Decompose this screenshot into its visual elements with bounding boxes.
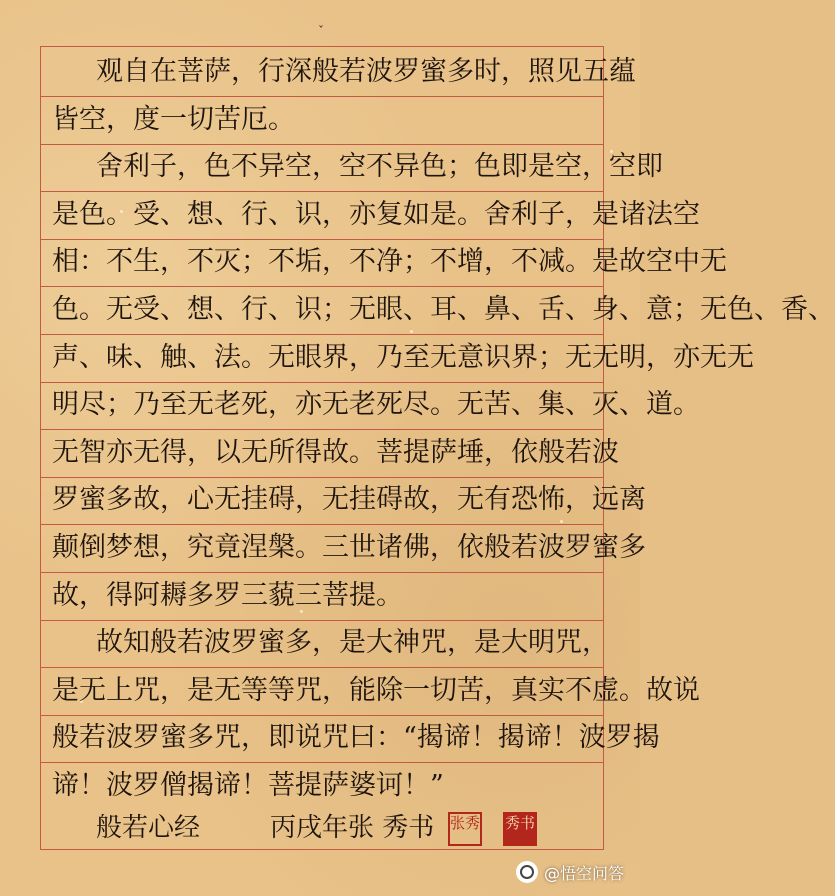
grid-line: [40, 382, 604, 383]
text-line-14: 是无上咒，是无等等咒，能除一切苦，真实不虚。故说: [52, 674, 700, 706]
grid-line: [40, 191, 604, 192]
text-line-5: 相：不生，不灭；不垢，不净；不增，不减。是故空中无: [52, 246, 727, 278]
grid-line: [40, 715, 604, 716]
text-line-1: 观自在菩萨，行深般若波罗蜜多时，照见五蕴: [96, 56, 636, 87]
grid-line: [40, 477, 604, 478]
seal-stamp-2: 秀书: [503, 812, 537, 846]
text-line-6: 色。无受、想、行、识；无眼、耳、鼻、舌、身、意；无色、香、: [52, 294, 835, 325]
text-line-16: 谛！波罗僧揭谛！菩提萨婆诃！”: [52, 770, 444, 801]
text-line-9: 无智亦无得，以无所得故。菩提萨埵，依般若波: [52, 436, 619, 468]
watermark: [516, 860, 624, 884]
text-line-4: 是色。受、想、行、识，亦复如是。舍利子，是诸法空: [52, 198, 700, 230]
seal-stamp-1: 张秀: [448, 812, 482, 846]
grid-line: [40, 524, 604, 525]
grid-line: [40, 144, 604, 145]
text-line-11: 颠倒梦想，究竟涅槃。三世诸佛，依般若波罗蜜多: [52, 532, 646, 563]
grid-line: [40, 572, 604, 573]
grid-line: [40, 334, 604, 335]
top-mark: ˇ: [318, 24, 324, 38]
text-line-12: 故，得阿耨多罗三藐三菩提。: [52, 579, 403, 611]
text-line-8: 明尽；乃至无老死，亦无老死尽。无苦、集、灭、道。: [52, 389, 700, 421]
grid-line: [40, 429, 604, 430]
grid-line: [40, 620, 604, 621]
text-line-3: 舍利子，色不异空，空不异色；色即是空，空即: [96, 151, 663, 183]
grid-line: [40, 239, 604, 240]
signature-author: 丙戌年张 秀书: [270, 813, 435, 843]
grid-line: [40, 762, 604, 763]
text-line-15: 般若波罗蜜多咒，即说咒曰：“揭谛！揭谛！波罗揭: [52, 722, 660, 754]
wukong-logo-icon: [516, 861, 538, 883]
grid-line: [40, 667, 604, 668]
signature-title: 般若心经: [96, 813, 201, 843]
grid-line: [40, 96, 604, 97]
grid-line: [40, 286, 604, 287]
watermark-text: @悟空问答: [543, 863, 624, 883]
text-line-13: 故知般若波罗蜜多，是大神咒，是大明咒，: [96, 627, 609, 659]
text-line-2: 皆空，度一切苦厄。: [52, 103, 295, 135]
text-line-10: 罗蜜多故，心无挂碍，无挂碍故，无有恐怖，远离: [52, 484, 646, 516]
text-line-7: 声、味、触、法。无眼界，乃至无意识界；无无明，亦无无: [52, 341, 754, 373]
